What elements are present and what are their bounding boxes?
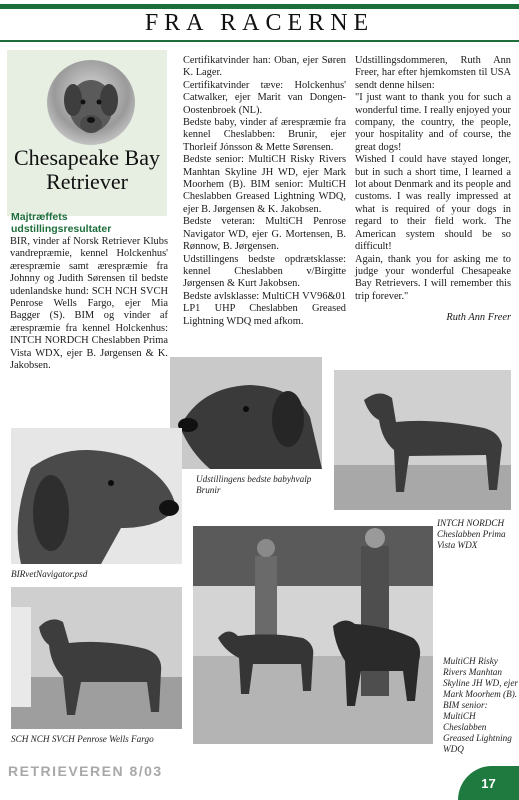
results-heading-line2: udstillingsresultater bbox=[11, 223, 112, 235]
column2-paragraph: Bedste avlsklasse: MultiCH VV96&01 LP1 UHP Cheslabben Greased Lightning WDQ med afkom. bbox=[183, 290, 346, 327]
article-column-2 bbox=[183, 55, 346, 328]
breed-title-line2: Retriever bbox=[46, 169, 128, 194]
breed-portrait bbox=[47, 60, 135, 145]
caption-intch-dog: INTCH NORDCH Cheslabben Prima Vista WDX bbox=[437, 518, 506, 550]
judge-signature: Ruth Ann Freer bbox=[446, 312, 511, 324]
results-paragraph: BIR, vinder af Norsk Retriever Klubs vandrepræmie, kennel Holckenhus' ærespræmie samt ærespræmie fra Johnny og Judith Sørensen til bedste udenlandske hund: SCH NCH SVCH Penrose Wells Fargo, ejer Mia Bagger (S). BIM og vinder af ærespræmie fra kennel Holckenhus: INTCH NORDCH Cheslabben Prima Vista WDX, ejer B. Jørgensen & K. Jakobsen. bbox=[10, 236, 168, 372]
judge-quote: Again, thank you for asking me to judge your wonderful Chesapeake Bay Retrievers. I will remember this trip forever." bbox=[355, 253, 511, 302]
column2-paragraph: Bedste veteran: MultiCH Penrose Navigator WD, ejer G. Mortensen, B. Rønnow, B. Jørgensen. bbox=[183, 216, 346, 253]
article-column-3 bbox=[355, 55, 511, 325]
photo-multich-group bbox=[193, 526, 433, 744]
column2-paragraph: Bedste senior: MultiCH Risky Rivers Manhtan Skyline JH WD, ejer Mark Moorhem (B). BIM senior: MultiCH Cheslabben Greased Lightning WDQ, ejer B. Jørgensen & K. Jakobsen. bbox=[183, 154, 346, 215]
page-number: 17 bbox=[481, 776, 496, 791]
judge-quote: "I just want to thank you for such a wonderful time. I really enjoyed your company, the country, the people, your hospitality and of course, the great dogs! bbox=[355, 92, 511, 153]
breed-title-line1: Chesapeake Bay bbox=[14, 145, 160, 170]
magazine-footer: RETRIEVEREN 8/03 bbox=[8, 763, 163, 779]
photo-bir-navigator bbox=[11, 428, 182, 564]
caption-baby-puppy: Udstillingens bedste babyhvalp Brunir bbox=[196, 474, 312, 495]
results-heading-line1: Majtræffets bbox=[11, 211, 68, 223]
column2-paragraph: Udstillingens bedste opdrætsklasse: kennel Cheslabben v/Birgitte Jørgensen & Kurt Jakobsen. bbox=[183, 253, 346, 290]
column2-paragraph: Bedste baby, vinder af ærespræmie fra kennel Cheslabben: Brunir, ejer Thorleif Jónsson & Mette Sørensen. bbox=[183, 117, 346, 153]
photo-wells-fargo bbox=[11, 587, 182, 729]
photo-baby-puppy bbox=[170, 357, 322, 469]
judge-quote: Wished I could have stayed longer, but in such a short time, I learned a lot about Denmark and its people and customs. I was really impressed at what is required of your dogs in regard to their field work. The American system should be so difficult! bbox=[355, 154, 511, 253]
breed-title bbox=[7, 146, 167, 194]
photo-intch-dog bbox=[334, 370, 511, 510]
header-rule-bottom bbox=[0, 40, 519, 42]
results-heading bbox=[11, 211, 167, 235]
judge-intro: Udstillingsdommeren, Ruth Ann Freer, har efter hjemkomsten til USA sendt denne hilsen: bbox=[355, 55, 511, 91]
caption-wells-fargo: SCH NCH SVCH Penrose Wells Fargo bbox=[11, 734, 154, 744]
column2-paragraph: Certifikatvinder tæve: Holckenhus' Catwalker, ejer Marit van Dongen-Oostenbroek (NL). bbox=[183, 79, 346, 116]
caption-bir-navigator: BIRvetNavigator.psd bbox=[11, 569, 88, 579]
section-title: FRA RACERNE bbox=[144, 10, 375, 36]
article-column-1 bbox=[10, 236, 168, 372]
caption-multich-group: MultiCH Risky Rivers Manhtan Skyline JH WD, ejer Mark Moorhem (B). BIM senior: MultiCH Cheslabben Greased Lightning WDQ bbox=[443, 656, 518, 754]
header-rule bbox=[0, 4, 519, 9]
column2-paragraph: Certifikatvinder han: Oban, ejer Søren K. Lager. bbox=[183, 55, 346, 79]
